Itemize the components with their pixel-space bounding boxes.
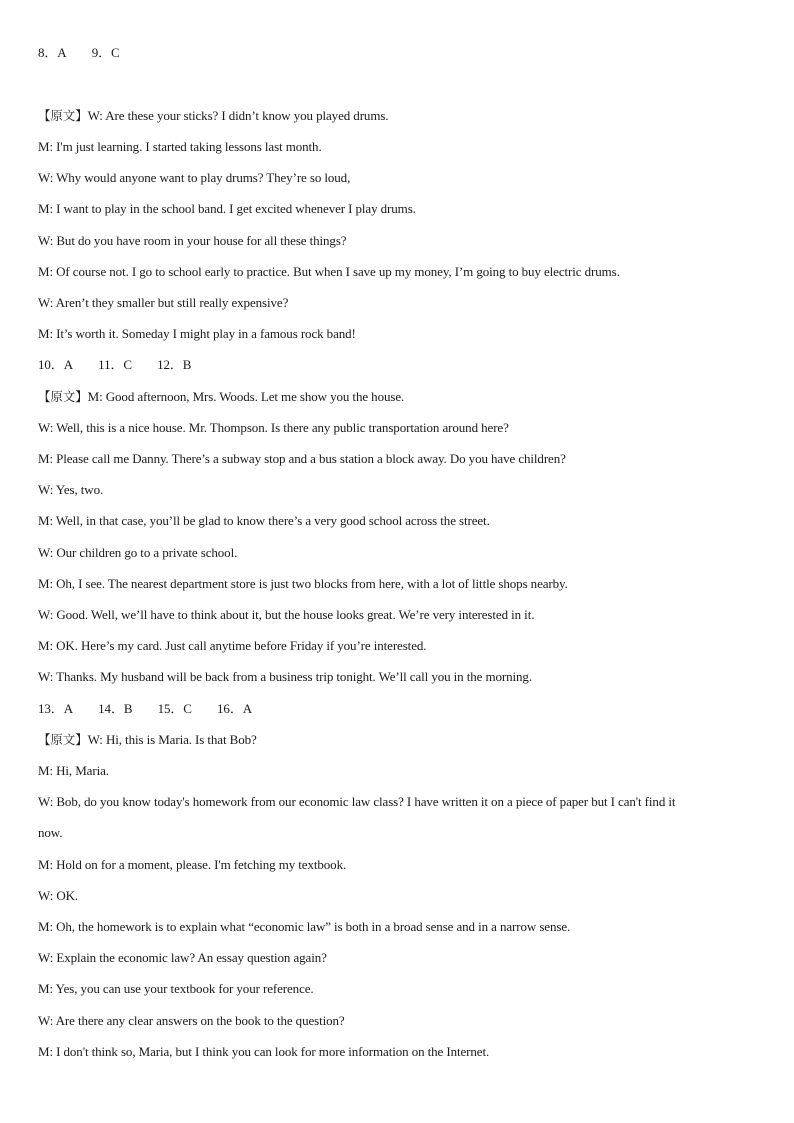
transcript-line: M: Please call me Danny. There’s a subway stop and a bus station a block away. Do you have children?: [38, 451, 566, 466]
transcript-line: W: But do you have room in your house for all these things?: [38, 233, 347, 248]
answer-row-13-16: [38, 701, 252, 717]
transcript-line: W: Explain the economic law? An essay question again?: [38, 950, 327, 965]
transcript-line: now.: [38, 825, 63, 840]
answer-12: 12．B: [157, 357, 192, 372]
transcript-line: M: I want to play in the school band. I get excited whenever I play drums.: [38, 201, 416, 216]
transcript-line: W: Our children go to a private school.: [38, 545, 238, 560]
transcript-line: M: OK. Here’s my card. Just call anytime before Friday if you’re interested.: [38, 638, 427, 653]
transcript-label: 【原文】: [38, 389, 88, 404]
transcript-line: 【原文】W: Hi, this is Maria. Is that Bob?: [38, 732, 257, 747]
answer-8: 8．A: [38, 45, 67, 60]
transcript-line: M: Well, in that case, you’ll be glad to know there’s a very good school across the street.: [38, 513, 490, 528]
transcript-line: W: Aren’t they smaller but still really expensive?: [38, 295, 289, 310]
transcript-line: W: OK.: [38, 888, 79, 903]
answer-10: 10．A: [38, 357, 73, 372]
answer-row-8-9: [38, 45, 120, 61]
transcript-line: M: I don't think so, Maria, but I think you can look for more information on the Internet.: [38, 1044, 490, 1059]
transcript-line: M: Hi, Maria.: [38, 763, 109, 778]
transcript-label: 【原文】: [38, 108, 88, 123]
transcript-line: W: Why would anyone want to play drums? They’re so loud,: [38, 170, 351, 185]
transcript-line: M: Oh, the homework is to explain what “economic law” is both in a broad sense and in a narrow sense.: [38, 919, 571, 934]
transcript-line: W: Are there any clear answers on the book to the question?: [38, 1013, 345, 1028]
transcript-line: M: Yes, you can use your textbook for your reference.: [38, 981, 314, 996]
transcript-line: W: Bob, do you know today's homework from our economic law class? I have written it on a piece of paper but I can't find it: [38, 794, 676, 809]
transcript-line: W: Thanks. My husband will be back from a business trip tonight. We’ll call you in the morning.: [38, 669, 532, 684]
answer-9: 9．C: [91, 45, 120, 60]
transcript-line: W: Well, this is a nice house. Mr. Thompson. Is there any public transportation around here?: [38, 420, 509, 435]
answer-16: 16．A: [217, 701, 253, 716]
transcript-line: M: It’s worth it. Someday I might play in a famous rock band!: [38, 326, 356, 341]
answer-row-10-12: [38, 357, 191, 373]
transcript-line: M: Of course not. I go to school early to practice. But when I save up my money, I’m going to buy electric drums.: [38, 264, 620, 279]
answer-13: 13．A: [38, 701, 73, 716]
answer-14: 14．B: [98, 701, 133, 716]
transcript-line: W: Yes, two.: [38, 482, 104, 497]
transcript-label: 【原文】: [38, 732, 88, 747]
transcript-line: W: Good. Well, we’ll have to think about it, but the house looks great. We’re very interested in it.: [38, 607, 535, 622]
transcript-line: M: Oh, I see. The nearest department store is just two blocks from here, with a lot of little shops nearby.: [38, 576, 568, 591]
transcript-line: M: I'm just learning. I started taking lessons last month.: [38, 139, 322, 154]
answer-11: 11．C: [98, 357, 132, 372]
transcript-line: 【原文】M: Good afternoon, Mrs. Woods. Let me show you the house.: [38, 389, 405, 404]
transcript-line: 【原文】W: Are these your sticks? I didn’t know you played drums.: [38, 108, 389, 123]
answer-15: 15．C: [157, 701, 192, 716]
transcript-line: M: Hold on for a moment, please. I'm fetching my textbook.: [38, 857, 347, 872]
